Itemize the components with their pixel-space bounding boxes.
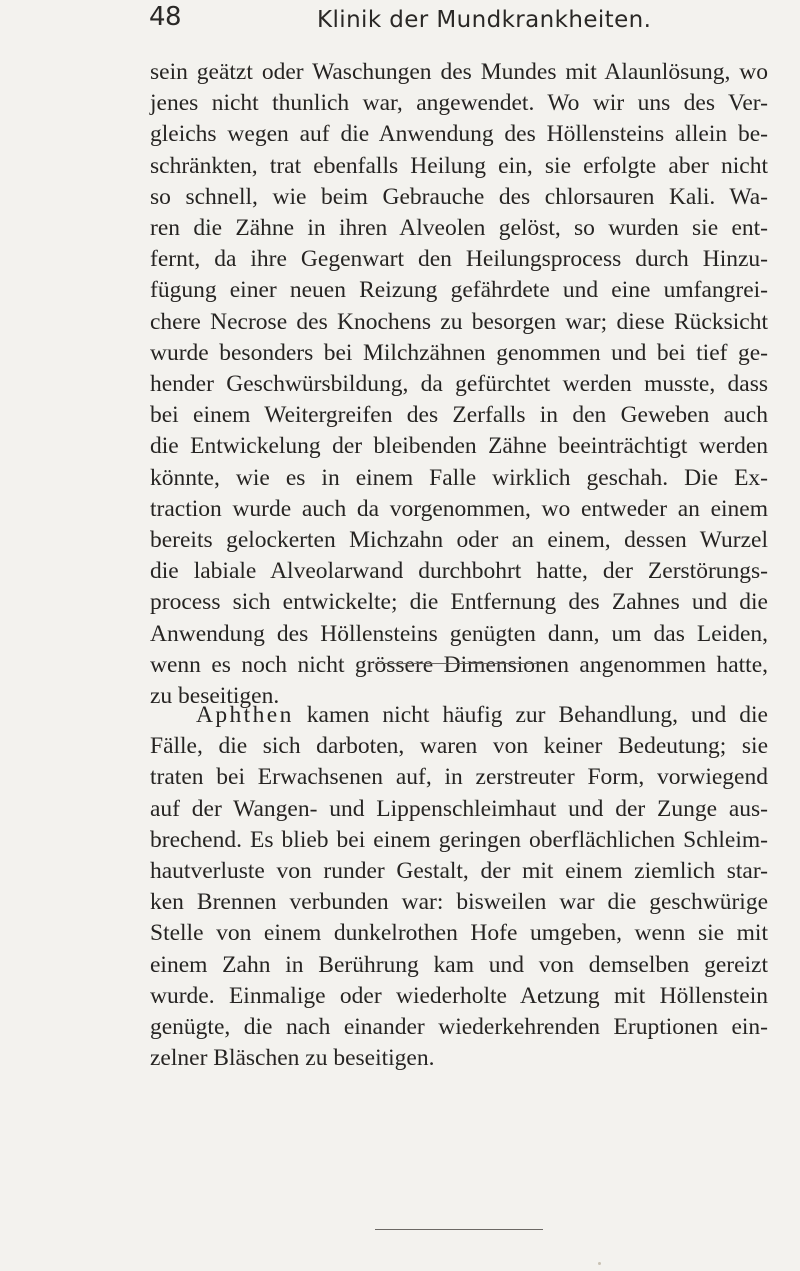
text-line: Fälle, die sich darboten, waren von keiner Bedeutung; sie: [150, 733, 768, 760]
text-line: zelner Bläschen zu beseitigen.: [150, 1045, 435, 1072]
text-line: könnte, wie es in einem Falle wirklich geschah. Die Ex-: [150, 464, 768, 491]
text-line: fernt, da ihre Gegenwart den Heilungsprocess durch Hinzu-: [150, 246, 768, 273]
paragraph-2: [150, 700, 768, 1074]
text-line: auf der Wangen- und Lippenschleimhaut und der Zunge aus-: [150, 795, 768, 822]
text-line: hautverluste von runder Gestalt, der mit einem ziemlich star-: [150, 858, 768, 885]
text-line: jenes nicht thunlich war, angewendet. Wo wir uns des Ver-: [150, 90, 768, 117]
text-line: process sich entwickelte; die Entfernung des Zahnes und die: [150, 589, 768, 616]
text-line: die Entwickelung der bleibenden Zähne beeinträchtigt werden: [150, 433, 768, 460]
page-header: [150, 2, 800, 38]
text-line: sein geätzt oder Waschungen des Mundes mit Alaunlösung, wo: [150, 59, 768, 85]
text-line: wurde besonders bei Milchzähnen genommen und bei tief ge-: [150, 339, 768, 366]
page-number: 48: [149, 2, 182, 32]
text-line: hender Geschwürsbildung, da gefürchtet werden musste, dass: [150, 371, 768, 398]
paragraph-1: [150, 57, 768, 712]
text-line: bei einem Weitergreifen des Zerfalls in den Geweben auch: [150, 402, 768, 429]
text-line: die labiale Alveolarwand durchbohrt hatte, der Zerstörungs-: [150, 558, 768, 585]
text-line: schränkten, trat ebenfalls Heilung ein, sie erfolgte aber nicht: [150, 152, 768, 179]
paper-speck: [598, 1262, 601, 1265]
text-line: chere Necrose des Knochens zu besorgen war; diese Rücksicht: [150, 308, 768, 335]
section-divider: [375, 663, 543, 664]
text-line: ren die Zähne in ihren Alveolen gelöst, so wurden sie ent-: [150, 215, 768, 242]
text-line-rest: kamen nicht häufig zur Behandlung, und die: [293, 702, 768, 728]
text-line: genügte, die nach einander wiederkehrenden Eruptionen ein-: [150, 1014, 768, 1041]
text-line: Anwendung des Höllensteins genügten dann, um das Leiden,: [150, 620, 768, 647]
text-line: bereits gelockerten Michzahn oder an einem, dessen Wurzel: [150, 527, 768, 554]
text-line: einem Zahn in Berührung kam und von demselben gereizt: [150, 951, 768, 978]
text-line: gleichs wegen auf die Anwendung des Höllensteins allein be-: [150, 121, 768, 148]
emphasized-term: Aphthen: [196, 702, 294, 728]
text-line-first: [150, 700, 768, 731]
text-line: traten bei Erwachsenen auf, in zerstreuter Form, vorwiegend: [150, 764, 768, 791]
section-divider: [375, 1229, 543, 1230]
text-line: so schnell, wie beim Gebrauche des chlorsauren Kali. Wa-: [150, 183, 768, 210]
running-title: Klinik der Mundkrankheiten.: [317, 7, 652, 33]
text-line: traction wurde auch da vorgenommen, wo entweder an einem: [150, 495, 768, 522]
text-line: fügung einer neuen Reizung gefährdete und eine umfangrei-: [150, 277, 768, 304]
text-line: zu beseitigen.: [150, 683, 280, 710]
text-line: Stelle von einem dunkelrothen Hofe umgeben, wenn sie mit: [150, 920, 768, 947]
text-line: ken Brennen verbunden war: bisweilen war die geschwürige: [150, 889, 768, 916]
text-line: wurde. Einmalige oder wiederholte Aetzung mit Höllenstein: [150, 982, 768, 1009]
text-line: wenn es noch nicht grössere Dimensionen angenommen hatte,: [150, 651, 768, 678]
text-line: brechend. Es blieb bei einem geringen oberflächlichen Schleim-: [150, 826, 768, 853]
